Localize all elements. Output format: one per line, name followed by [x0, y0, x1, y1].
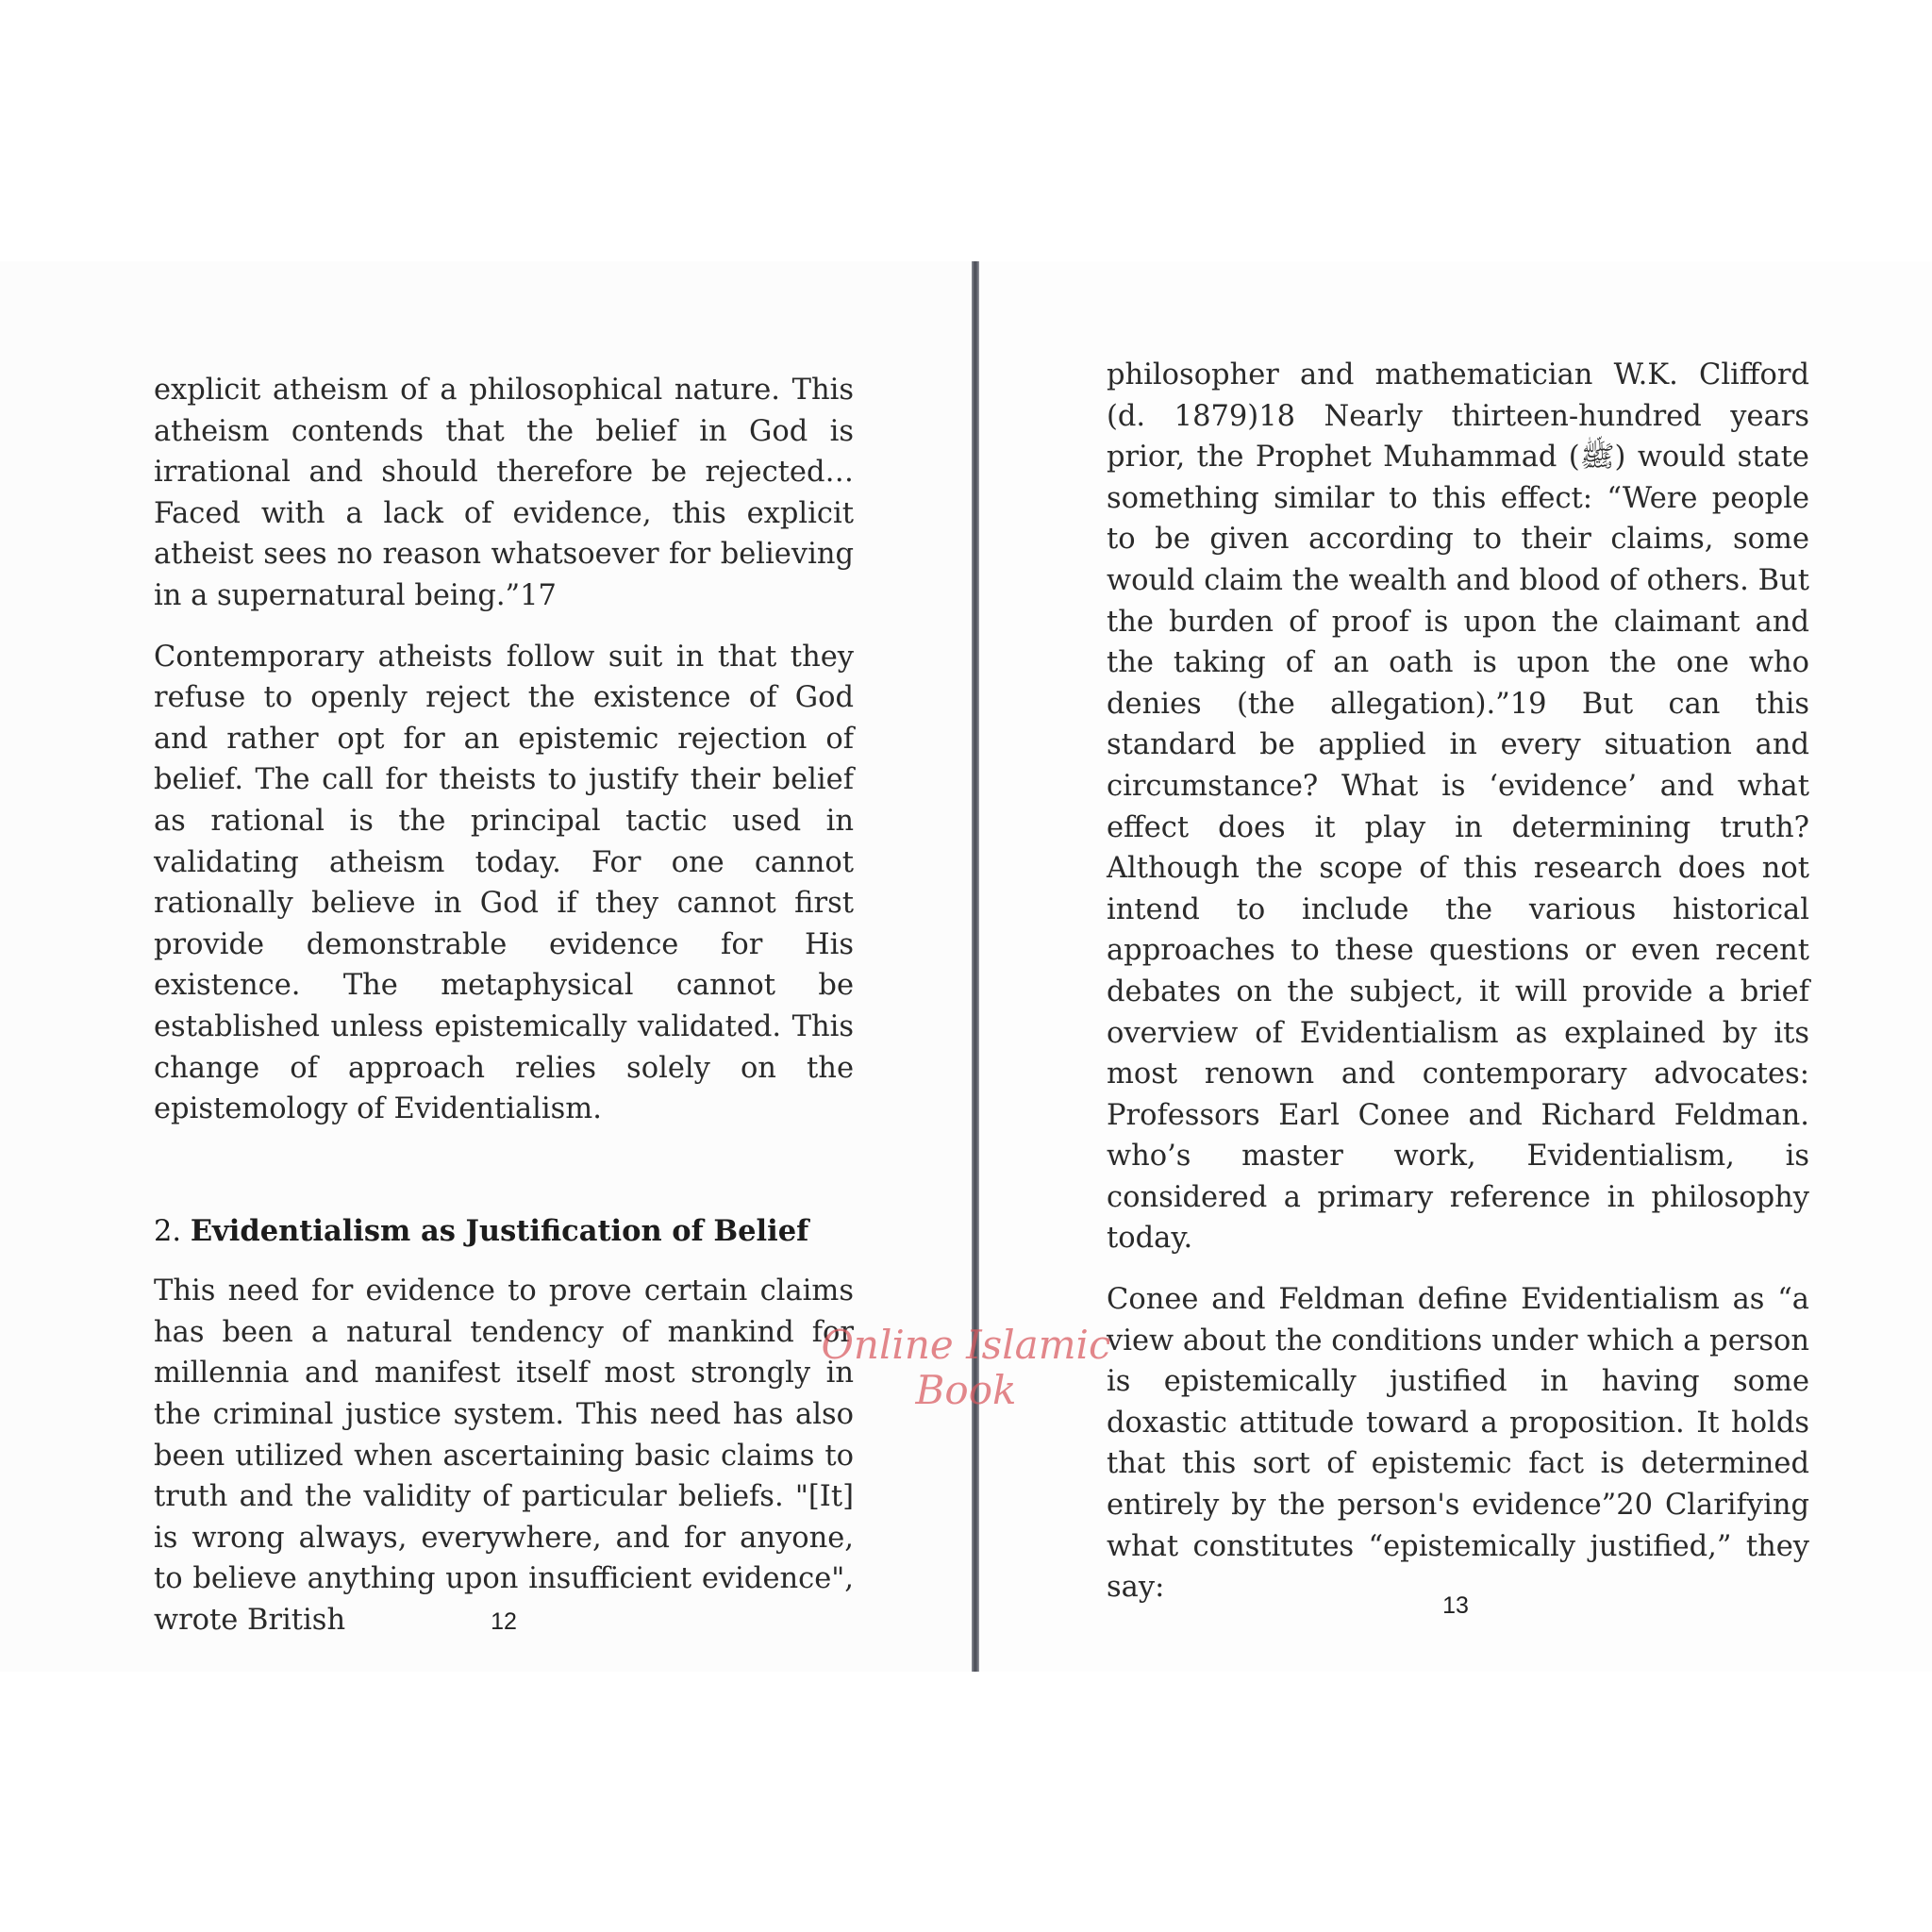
left-paragraph-2: Contemporary atheists follow suit in that they refuse to openly reject the existence of God and rather opt for an epistemic rejection of belief. The call for theists to justify their belief as rational is the principal tactic used in validating atheism today. For one cannot rationally believe in God if they cannot first provide demonstrable evidence for His existence. The metaphysical cannot be established unless epistemically validated. This change of approach relies solely on the epistemology of Evidentialism. — [154, 640, 854, 1126]
left-paragraph-3: This need for evidence to prove certain claims has been a natural tendency of mankind for millennia and manifest itself most strongly in the criminal justice system. This need has also been utilized when ascertaining basic claims to truth and the validity of particular beliefs. "[It] is wrong always, everywhere, and for anyone, to believe anything upon insufficient evidence", wrote British — [154, 1274, 854, 1638]
page-number-left: 12 — [491, 1608, 517, 1635]
right-page-body — [1107, 355, 1809, 1608]
left-page-body — [154, 370, 854, 1641]
section-heading — [154, 1211, 854, 1253]
section-number: 2. — [154, 1214, 182, 1248]
watermark-line-1: Online Islamic — [821, 1322, 1111, 1368]
page-number-right: 13 — [1442, 1592, 1469, 1619]
right-paragraph-1: philosopher and mathematician W.K. Clifford (d. 1879)18 Nearly thirteen-hundred years prior, the Prophet Muhammad (ﷺ) would state something similar to this effect: “Were people to be given according to their claims, some would claim the wealth and blood of others. But the burden of proof is upon the claimant and the taking of an oath is upon the one who denies (the allegation).”19 But can this standard be applied in every situation and circumstance? What is ‘evidence’ and what effect does it play in determining truth? Although the scope of this research does not intend to include the various historical approaches to these questions or even recent debates on the subject, it will provide a brief overview of Evidentialism as explained by its most renown and contemporary advocates: Professors Earl Conee and Richard Feldman. who’s master work, Evidentialism, is considered a primary reference in philosophy today. — [1107, 358, 1809, 1256]
right-paragraph-2: Conee and Feldman define Evidentialism as “a view about the conditions under which a person is epistemically justified in having some doxastic attitude toward a proposition. It holds that this sort of epistemic fact is determined entirely by the person's evidence”20 Clarifying what constitutes “epistemically justified,” they say: — [1107, 1283, 1809, 1605]
section-title: Evidentialism as Justification of Belief — [190, 1213, 809, 1248]
left-paragraph-1: explicit atheism of a philosophical nature. This atheism contends that the belief in God is irrational and should therefore be rejected…Faced with a lack of evidence, this explicit atheist sees no reason whatsoever for believing in a supernatural being.”17 — [154, 374, 854, 612]
book-spine — [972, 261, 979, 1672]
watermark-line-2: Book — [915, 1367, 1017, 1413]
